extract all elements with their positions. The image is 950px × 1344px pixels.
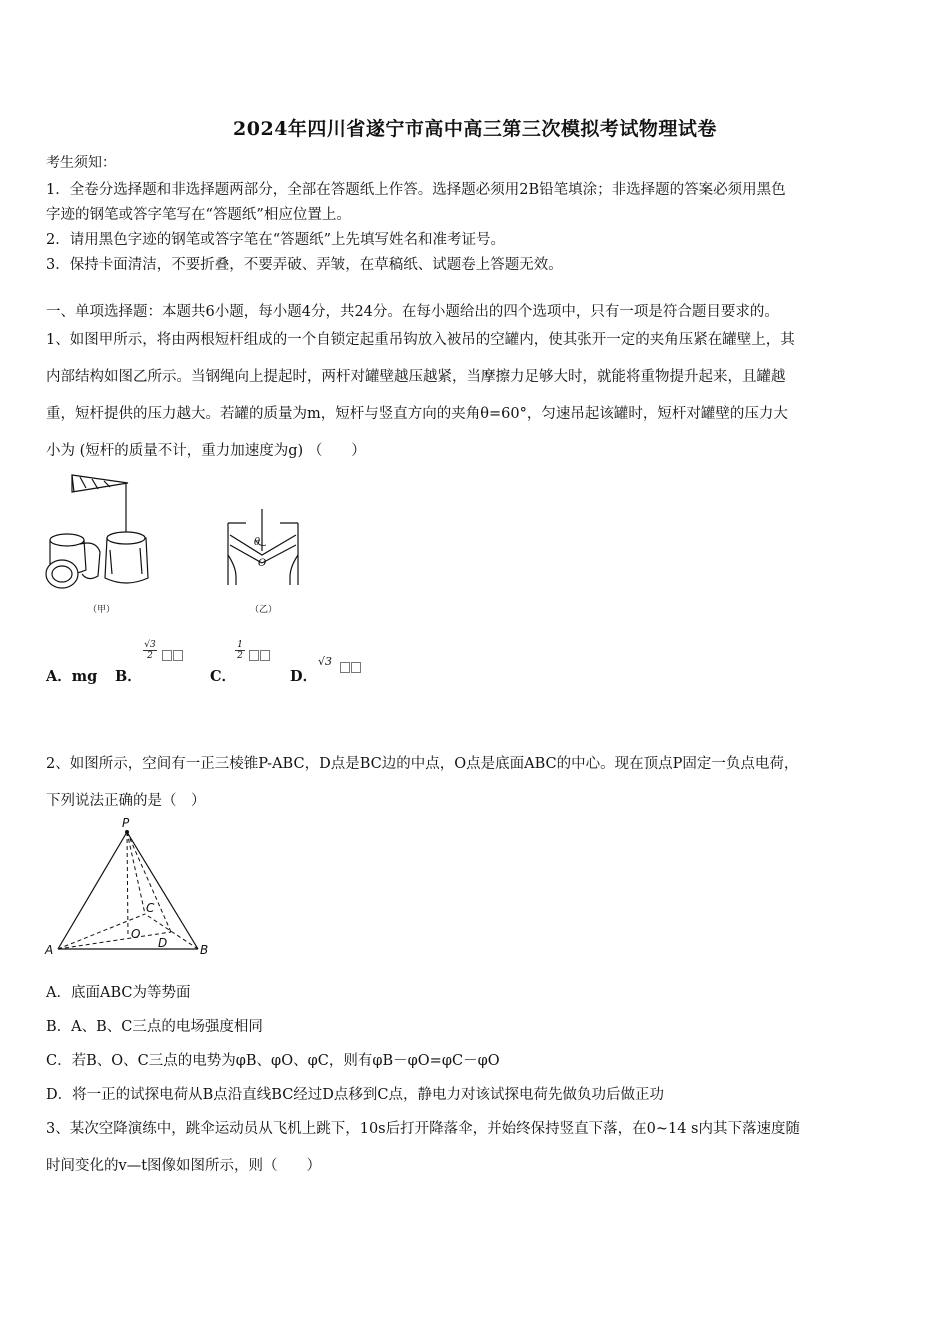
question-2-option: D．将一正的试探电荷从B点沿直线BC经过D点移到C点，静电力对该试探电荷先做负功后做正功 — [46, 1087, 665, 1103]
option-b-fraction — [143, 640, 157, 661]
option-c-denominator: 2 — [237, 651, 243, 661]
figure-yi-label: （乙） — [250, 605, 278, 615]
question-1-line: 1、如图甲所示，将由两根短杆组成的一个自锁定起重吊钩放入被吊的空罐内，使其张开一定的夹角压紧在罐壁上，其 — [46, 332, 795, 348]
question-1-line: 重，短杆提供的压力越大。若罐的质量为m，短杆与竖直方向的夹角θ=60°，匀速吊起该罐时，短杆对罐壁的压力大 — [46, 406, 788, 422]
figure-jia-label: （甲） — [88, 605, 116, 615]
edge-pc — [127, 832, 145, 914]
segment-po — [127, 832, 128, 936]
label-p: P — [122, 816, 130, 830]
segment-ad — [58, 932, 171, 949]
figure-yi-hook-structure — [222, 505, 304, 595]
question-2-line: 2、如图所示，空间有一正三棱锥P-ABC，D点是BC边的中点，O点是底面ABC的中心。现在顶点P固定一负点电荷， — [46, 756, 799, 772]
question-2-option: C．若B、O、C三点的电势为φB、φO、φC，则有φB－φO=φC－φO — [46, 1053, 500, 1069]
question-1-line: 小为 (短杆的质量不计，重力加速度为g) （ ） — [46, 443, 366, 459]
option-d-value: √3 — [318, 655, 333, 668]
label-a: A — [45, 943, 54, 957]
question-2-option: B．A、B、C三点的电场强度相同 — [46, 1019, 263, 1035]
vertex-p-dot — [125, 830, 129, 834]
option-d-prefix: D． — [290, 668, 318, 685]
notice-heading: 考生须知： — [46, 155, 116, 171]
option-c-fraction — [235, 640, 245, 661]
notice-line: 字迹的钢笔或答字笔写在“答题纸”相应位置上。 — [46, 207, 351, 223]
option-b-missing-glyphs — [161, 645, 183, 664]
edge-bc — [145, 914, 198, 949]
question-3-line: 3、某次空降演练中，跳伞运动员从飞机上跳下，10s后打开降落伞，并始终保持竖直下落，在0~14 s内其下落速度随 — [46, 1121, 800, 1137]
option-d-missing-glyphs — [339, 657, 361, 676]
question-2-line: 下列说法正确的是（ ） — [46, 793, 206, 809]
option-c-missing-glyphs — [248, 645, 270, 664]
edge-pa — [58, 832, 127, 949]
label-d: D — [158, 936, 168, 950]
figure-tetrahedron — [40, 812, 220, 962]
option-a: A．mg — [46, 668, 98, 685]
question-3-line: 时间变化的v—t图像如图所示，则（ ） — [46, 1158, 322, 1174]
option-b-denominator: 2 — [147, 651, 153, 661]
option-b-numerator: √3 — [144, 640, 156, 650]
question-1-line: 内部结构如图乙所示。当钢绳向上提起时，两杆对罐壁越压越紧，当摩擦力足够大时，就能将重物提升起来，且罐越 — [46, 369, 786, 385]
notice-line: 2．请用黑色字迹的钢笔或答字笔在“答题纸”上先填写姓名和准考证号。 — [46, 232, 506, 248]
notice-line: 1．全卷分选择题和非选择题两部分，全部在答题纸上作答。选择题必须用2B铅笔填涂；非选择题的答案必须用黑色 — [46, 182, 786, 198]
notice-line: 3．保持卡面清洁，不要折叠，不要弄破、弄皱，在草稿纸、试题卷上答题无效。 — [46, 257, 563, 273]
question-2-option: A．底面ABC为等势面 — [46, 985, 191, 1001]
label-b: B — [200, 943, 209, 957]
section-heading: 一、单项选择题：本题共6小题，每小题4分，共24分。在每小题给出的四个选项中，只有一项是符合题目要求的。 — [46, 304, 779, 320]
figure-yi-o-label: O — [258, 558, 267, 569]
option-c-numerator: 1 — [235, 640, 245, 651]
page-title: 2024年四川省遂宁市高中高三第三次模拟考试物理试卷 — [233, 118, 717, 140]
label-c: C — [146, 901, 155, 915]
option-b-prefix: B． — [115, 668, 142, 685]
figure-jia-crane-jar — [40, 470, 170, 595]
option-c-prefix: C． — [210, 668, 237, 685]
label-o: O — [131, 927, 141, 941]
figure-yi-theta-label: θ — [254, 537, 261, 548]
